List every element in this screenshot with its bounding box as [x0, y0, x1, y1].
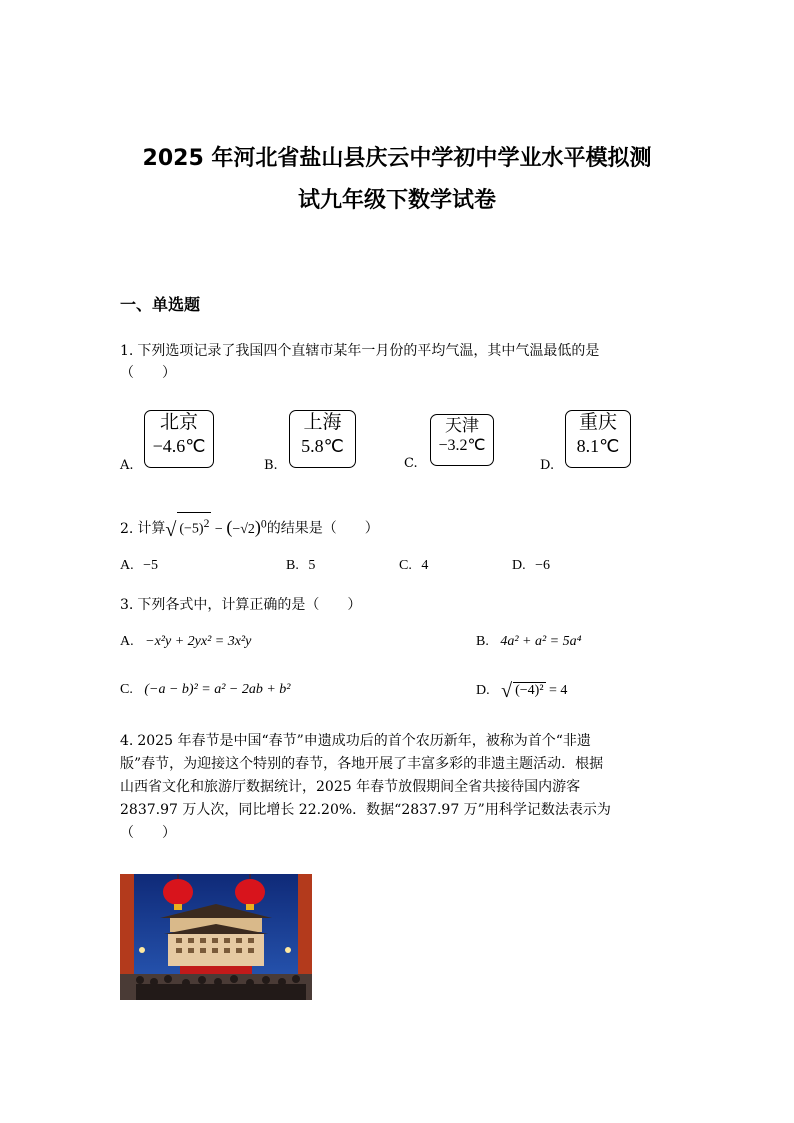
- option-label: C.: [399, 558, 412, 573]
- question-2: [120, 512, 680, 541]
- q1-option-b-card[interactable]: [289, 410, 356, 468]
- q1-option-c-label: C.: [404, 456, 418, 471]
- q2-option-b[interactable]: [286, 558, 315, 574]
- document-title-line1: 2025 年河北省盐山县庆云中学初中学业水平模拟测: [142, 146, 652, 171]
- question-prefix: 计算: [137, 520, 166, 537]
- answer-blank: （ ）: [120, 365, 176, 381]
- option-label: B.: [286, 558, 299, 573]
- q1-option-c-card[interactable]: [430, 414, 494, 466]
- question-suffix: 的结果是（ ）: [266, 520, 379, 537]
- option-expression: (−a − b)² = a² − 2ab + b²: [144, 682, 291, 697]
- q1-option-a-card[interactable]: [144, 410, 214, 468]
- option-value: 4: [421, 558, 429, 573]
- q1-option-d-label: D.: [540, 458, 555, 473]
- q2-option-c[interactable]: [399, 558, 428, 574]
- option-expression: −x²y + 2yx² = 3x²y: [145, 634, 252, 649]
- option-value: 5: [308, 558, 316, 573]
- section-heading: 一、单选题: [120, 295, 201, 314]
- q1-option-a-label: A.: [120, 458, 134, 473]
- city-name: 天津: [445, 416, 479, 435]
- option-label: D.: [512, 558, 526, 573]
- option-value: −6: [535, 558, 551, 573]
- temperature: 8.1℃: [576, 436, 620, 456]
- document-title-line2: 试九年级下数学试卷: [297, 188, 496, 213]
- city-name: 重庆: [578, 412, 617, 433]
- question-4: [120, 730, 680, 845]
- option-label: A.: [120, 558, 134, 573]
- option-label: B.: [476, 634, 489, 649]
- exponent: 2: [203, 517, 210, 530]
- q1-option-d-card[interactable]: [565, 410, 631, 468]
- q2-option-a[interactable]: [120, 558, 158, 574]
- city-name: 北京: [159, 412, 198, 433]
- city-name: 上海: [303, 412, 342, 433]
- temperature: 5.8℃: [301, 436, 344, 456]
- q3-option-a[interactable]: [120, 634, 251, 650]
- question-line-1: 2025 年春节是中国“春节”申遗成功后的首个农历新年，被称为首个“非遗: [137, 733, 591, 749]
- q3-option-d[interactable]: D. √ (−4)² = 4: [476, 680, 568, 702]
- question-number: 3.: [120, 597, 134, 613]
- option-radicand: (−4)²: [515, 683, 544, 698]
- option-value: −5: [143, 558, 159, 573]
- question-3: [120, 594, 680, 616]
- q2-option-d[interactable]: [512, 558, 550, 574]
- option-expression: 4a² + a² = 5a⁴: [500, 634, 582, 649]
- option-label: D.: [476, 683, 490, 698]
- radicand: (−5): [179, 521, 204, 537]
- answer-blank: （ ）: [120, 825, 176, 841]
- option-rest: = 4: [545, 683, 568, 698]
- question-number: 4.: [120, 733, 134, 749]
- zero-exponent: 0: [260, 517, 267, 530]
- expression-sqrt: √ $(-5)^2 - (-√2)^0$: [165, 522, 266, 537]
- option-label: A.: [120, 634, 134, 649]
- minus-sign: −: [214, 521, 223, 537]
- inner-term: −√2: [232, 521, 255, 537]
- q3-option-b[interactable]: [476, 634, 582, 650]
- question-line-2: 版”春节，为迎接这个特别的春节，各地开展了丰富多彩的非遗主题活动．根据: [120, 756, 604, 772]
- question-line-3: 山西省文化和旅游厅数据统计，2025 年春节放假期间全省共接待国内游客: [120, 779, 581, 795]
- question-1: [120, 340, 680, 384]
- temperature: −3.2℃: [438, 437, 486, 454]
- q3-option-c[interactable]: [120, 682, 291, 698]
- option-label: C.: [120, 682, 133, 697]
- question-text: 下列各式中，计算正确的是（ ）: [137, 597, 362, 613]
- qianmen-gate-lanterns-photo: [120, 874, 312, 1000]
- question-number: 1.: [120, 343, 134, 359]
- temperature: −4.6℃: [152, 436, 206, 456]
- question-text: 下列选项记录了我国四个直辖市某年一月份的平均气温，其中气温最低的是: [137, 343, 600, 359]
- question-number: 2.: [120, 520, 134, 537]
- question-line-4: 2837.97 万人次，同比增长 22.20%．数据“2837.97 万”用科学记数法表示为: [120, 802, 611, 818]
- q1-option-b-label: B.: [264, 458, 278, 473]
